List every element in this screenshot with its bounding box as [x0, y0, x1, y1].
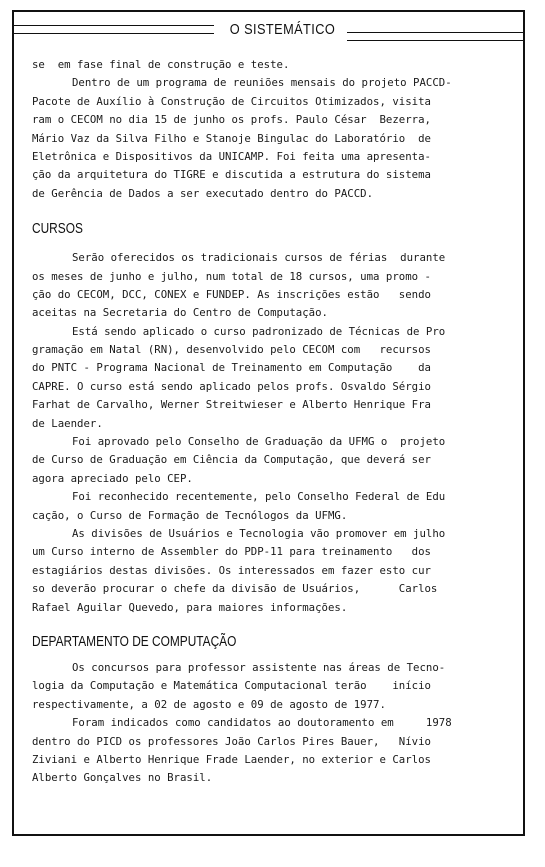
text-line: um Curso interno de Assembler do PDP-11 para treinamento dos: [32, 545, 431, 559]
text-line: Foi aprovado pelo Conselho de Graduação da UFMG o projeto: [72, 435, 446, 449]
paragraph: [32, 659, 518, 714]
paragraph: [32, 525, 518, 617]
text-line: cação, o Curso de Formação de Tecnólogos da UFMG.: [32, 508, 348, 522]
paragraph: [32, 714, 518, 788]
text-line: Foram indicados como candidatos ao doutoramento em 1978: [72, 716, 452, 730]
masthead-rule-left: [14, 25, 214, 34]
paragraph: [32, 74, 518, 203]
text-line: Eletrônica e Dispositivos da UNICAMP. Foi feita uma apresenta-: [32, 149, 431, 163]
text-line: Pacote de Auxílio à Construção de Circuitos Otimizados, visita: [32, 94, 431, 108]
text-line: logia da Computação e Matemática Computacional terão início: [32, 679, 431, 693]
text-line: CAPRE. O curso está sendo aplicado pelos profs. Osvaldo Sérgio: [32, 379, 431, 393]
text-line: se em fase final de construção e teste.: [32, 58, 290, 71]
newsletter-page: [12, 10, 525, 836]
section-heading: DEPARTAMENTO DE COMPUTAÇÃO: [32, 633, 237, 650]
text-line: ção da arquitetura do TIGRE e discutida a estrutura do sistema: [32, 168, 431, 182]
text-line: Rafael Aguilar Quevedo, para maiores informações.: [32, 600, 348, 614]
text-line: Está sendo aplicado o curso padronizado de Técnicas de Pro: [72, 324, 446, 338]
text-line: Mário Vaz da Silva Filho e Stanoje Bingulac do Laboratório de: [32, 131, 431, 145]
masthead-rule-right: [347, 32, 523, 41]
text-line: de Laender.: [32, 416, 103, 430]
text-line: Farhat de Carvalho, Werner Streitwieser e Alberto Henrique Fra: [32, 398, 431, 412]
section-2: [32, 628, 518, 788]
paragraph: [32, 488, 518, 525]
text-line: Serão oferecidos os tradicionais cursos de férias durante: [72, 251, 446, 265]
text-line: de Curso de Graduação em Ciência da Computação, que deverá ser: [32, 453, 431, 467]
section-heading: CURSOS: [32, 221, 83, 238]
text-line: Dentro de um programa de reuniões mensais do projeto PACCD-: [72, 76, 452, 90]
text-line: Foi reconhecido recentemente, pelo Conselho Federal de Edu: [72, 490, 446, 504]
text-line: dentro do PICD os professores João Carlos Pires Bauer, Nívio: [32, 734, 431, 748]
text-line: ram o CECOM no dia 15 de junho os profs. Paulo César Bezerra,: [32, 113, 431, 127]
masthead: [14, 21, 523, 42]
text-line: so deverão procurar o chefe da divisão de Usuários, Carlos: [32, 582, 438, 596]
paragraph: [32, 56, 518, 74]
text-line: respectivamente, a 02 de agosto e 09 de agosto de 1977.: [32, 697, 386, 711]
text-line: Ziviani e Alberto Henrique Frade Laender, no exterior e Carlos: [32, 752, 431, 766]
section-intro: [32, 56, 518, 203]
text-line: de Gerência de Dados a ser executado dentro do PACCD.: [32, 186, 374, 200]
paragraph: [32, 433, 518, 488]
text-line: estagiários destas divisões. Os interessados em fazer esto cur: [32, 563, 431, 577]
text-line: ção do CECOM, DCC, CONEX e FUNDEP. As inscrições estão sendo: [32, 287, 431, 301]
text-line: gramação em Natal (RN), desenvolvido pelo CECOM com recursos: [32, 343, 431, 357]
paragraph: [32, 249, 518, 323]
text-line: Os concursos para professor assistente nas áreas de Tecno-: [72, 660, 446, 674]
paragraph: [32, 323, 518, 433]
section-1: [32, 215, 518, 617]
masthead-title: O SISTEMÁTICO: [229, 21, 336, 38]
article-body: [32, 56, 518, 788]
text-line: Alberto Gonçalves no Brasil.: [32, 771, 213, 785]
text-line: do PNTC - Programa Nacional de Treinamento em Computação da: [32, 361, 431, 375]
text-line: aceitas na Secretaria do Centro de Computação.: [32, 306, 328, 320]
text-line: As divisões de Usuários e Tecnologia vão promover em julho: [72, 526, 446, 540]
text-line: agora apreciado pelo CEP.: [32, 471, 193, 485]
text-line: os meses de junho e julho, num total de 18 cursos, uma promo -: [32, 269, 431, 283]
